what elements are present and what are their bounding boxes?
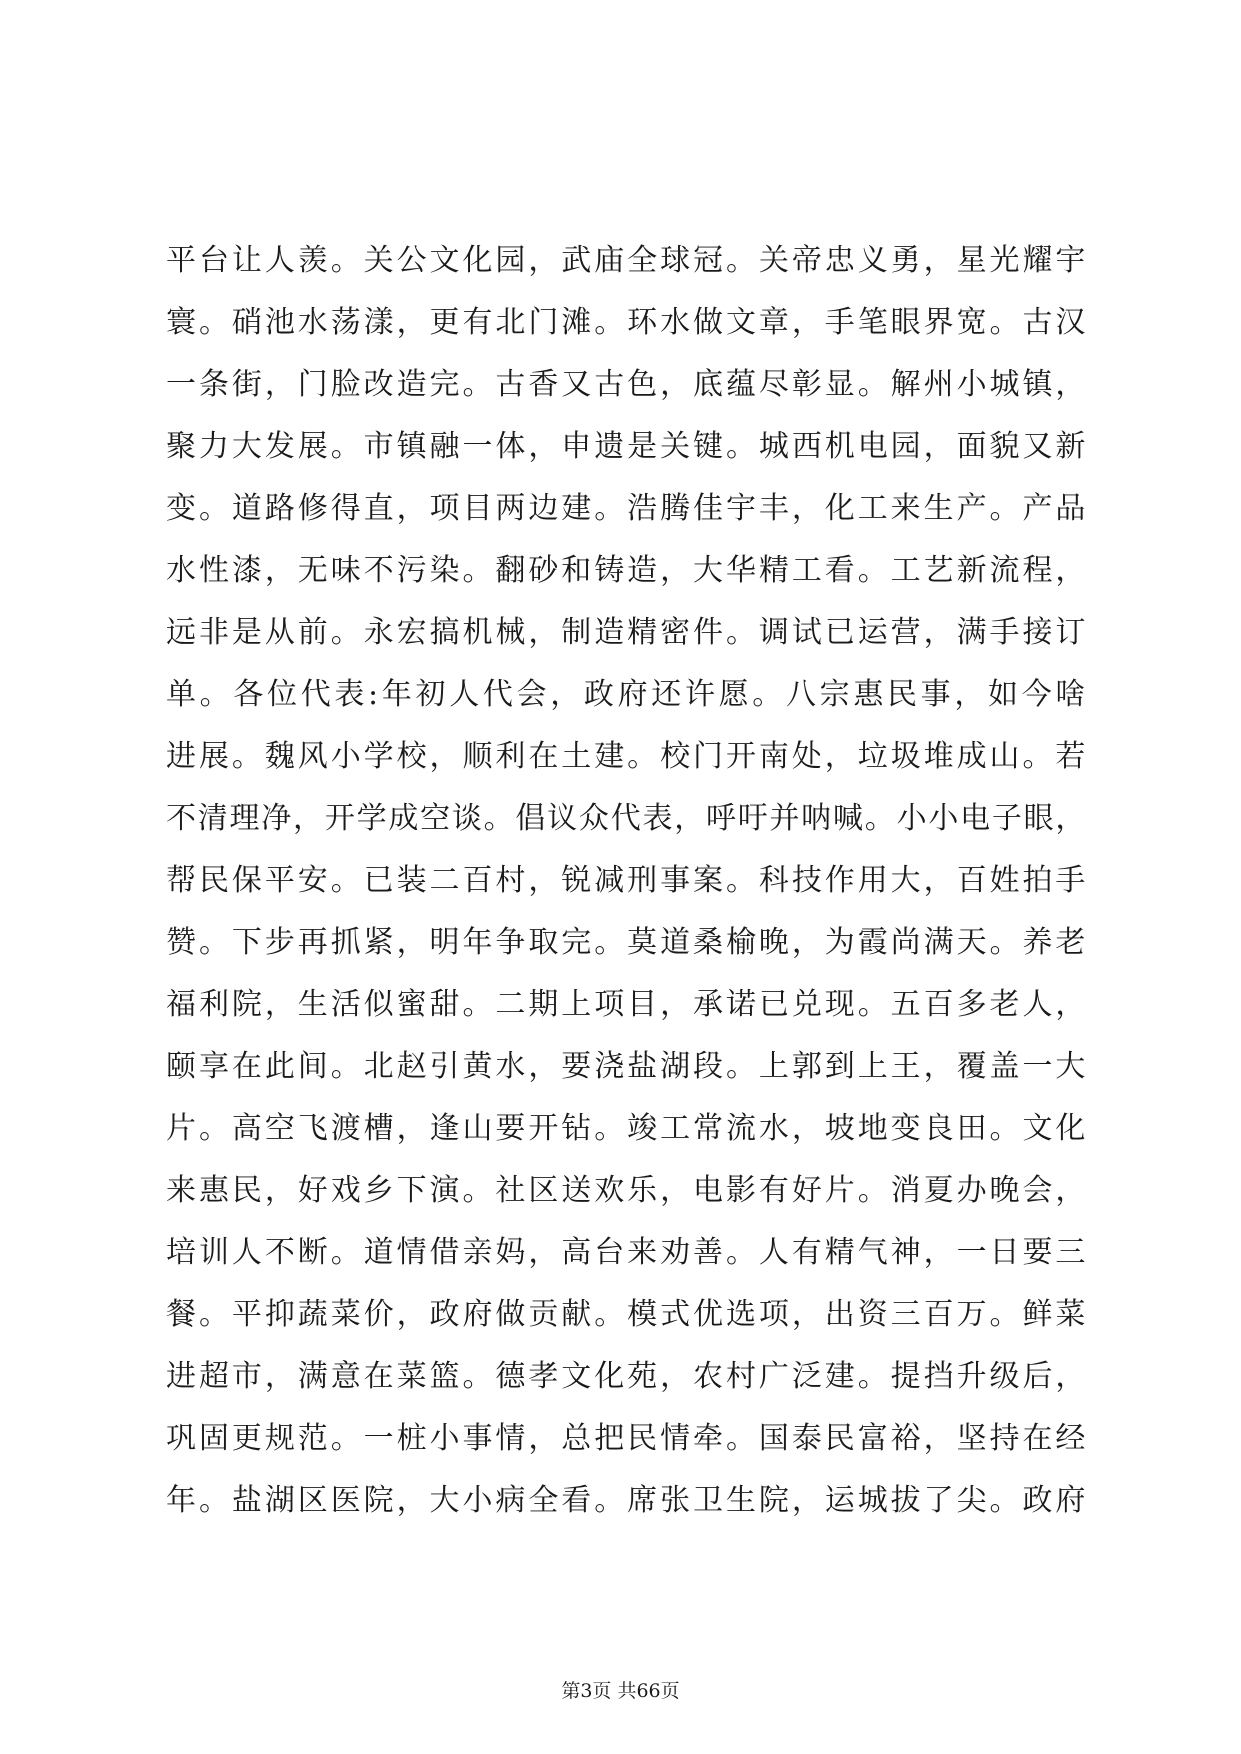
text-line: 片。高空飞渡槽，逢山要开钻。竣工常流水，坡地变良田。文化 xyxy=(166,1111,1086,1146)
text-line: 单。各位代表:年初人代会，政府还许愿。八宗惠民事，如今啥 xyxy=(166,677,1086,712)
text-line: 进展。魏风小学校，顺利在土建。校门开南处，垃圾堆成山。若 xyxy=(166,739,1086,774)
text-line: 变。道路修得直，项目两边建。浩腾佳宇丰，化工来生产。产品 xyxy=(166,491,1086,526)
text-line: 远非是从前。永宏搞机械，制造精密件。调试已运营，满手接订 xyxy=(166,615,1086,650)
text-line: 巩固更规范。一桩小事情，总把民情牵。国泰民富裕，坚持在经 xyxy=(166,1421,1086,1456)
body-text xyxy=(166,230,1086,1532)
text-line: 颐享在此间。北赵引黄水，要浇盐湖段。上郭到上王，覆盖一大 xyxy=(166,1049,1086,1084)
text-line: 帮民保平安。已装二百村，锐减刑事案。科技作用大，百姓拍手 xyxy=(166,863,1086,898)
text-line: 餐。平抑蔬菜价，政府做贡献。模式优选项，出资三百万。鲜菜 xyxy=(166,1297,1086,1332)
text-line: 赞。下步再抓紧，明年争取完。莫道桑榆晚，为霞尚满天。养老 xyxy=(166,925,1086,960)
text-line: 福利院，生活似蜜甜。二期上项目，承诺已兑现。五百多老人， xyxy=(166,987,1086,1022)
page-number-footer: 第3页 共66页 xyxy=(561,1680,680,1702)
text-line: 进超市，满意在菜篮。德孝文化苑，农村广泛建。提挡升级后， xyxy=(166,1359,1086,1394)
text-line: 一条街，门脸改造完。古香又古色，底蕴尽彰显。解州小城镇， xyxy=(166,367,1086,402)
text-line: 平台让人羡。关公文化园，武庙全球冠。关帝忠义勇，星光耀宇 xyxy=(166,243,1086,278)
text-line: 聚力大发展。市镇融一体，申遗是关键。城西机电园，面貌又新 xyxy=(166,429,1086,464)
text-line: 来惠民，好戏乡下演。社区送欢乐，电影有好片。消夏办晚会， xyxy=(166,1173,1086,1208)
text-line: 寰。硝池水荡漾，更有北门滩。环水做文章，手笔眼界宽。古汉 xyxy=(166,305,1086,340)
text-line: 水性漆，无味不污染。翻砂和铸造，大华精工看。工艺新流程， xyxy=(166,553,1086,588)
text-line: 培训人不断。道情借亲妈，高台来劝善。人有精气神，一日要三 xyxy=(166,1235,1086,1270)
text-line: 年。盐湖区医院，大小病全看。席张卫生院，运城拔了尖。政府 xyxy=(166,1483,1086,1518)
text-line: 不清理净，开学成空谈。倡议众代表，呼吁并呐喊。小小电子眼， xyxy=(166,801,1086,836)
